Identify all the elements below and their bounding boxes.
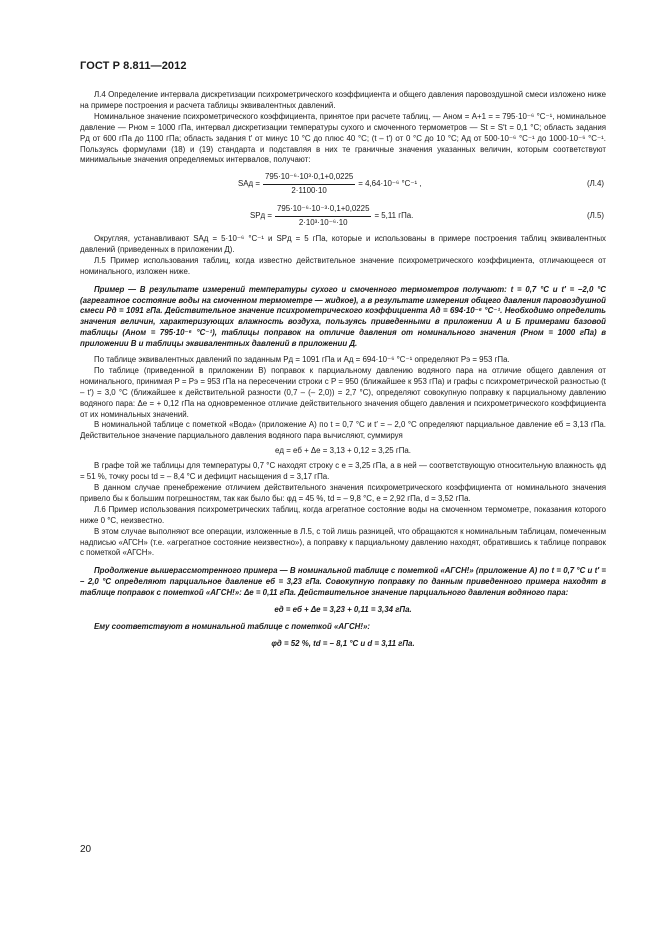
document-code: ГОСТ Р 8.811—2012 bbox=[80, 60, 187, 72]
formula-l5-numerator: 795·10⁻⁶·10⁻³·0,1+0,0225 bbox=[275, 204, 372, 217]
paragraph-equivalent-table: По таблице эквивалентных давлений по заданным Pд = 1091 гПа и Aд = 694·10⁻⁶ °C⁻¹ определяют Pэ = 953 гПа. bbox=[94, 355, 510, 365]
paragraph-neglect: В данном случае пренебрежение отличием действительного значения психрометрического коэффициента от номинального значения привело бы к большим погрешностям, так как было бы: φд = 45 %, td = – 9,8 °C, e = 2,92 гПа, d = 3,52 гПа. bbox=[80, 483, 606, 503]
paragraph-agsn: В этом случае выполняют все операции, изложенные в Л.5, с той лишь разницей, что обращаются к номинальным таблицам, помеченным надписью «АГСН» (т.е. «агрегатное состояние неизвестно»), а поправку к парциальному давлению находят, обратившись к таблице поправок с пометкой «АГСН». bbox=[80, 526, 606, 558]
formula-l5-result: = 5,11 гПа. bbox=[374, 211, 414, 221]
formula-l4-lhs: SAд = bbox=[238, 179, 260, 189]
formula-l5-lhs: SPд = bbox=[250, 211, 272, 221]
formula-l5-number: (Л.5) bbox=[586, 211, 604, 221]
paragraph-nominal-values: Номинальное значение психрометрического коэффициента, принятое при расчете таблиц, — Aном = A+1 = = 795·10⁻⁶ °C⁻¹, номинальное давление — Pном = 1000 гПа, интервал дискретизации температуры сухого и смоченного термометров — St = S′t = 0,1 °C; область задания Pд от 600 гПа до 1100 гПа; область задания t′ от минус 10 °C до плюс 40 °C; (t – t′) от 0 °C до 10 °C; Aд от 500·10⁻⁶ °C⁻¹ до 1000·10⁻⁶ °C⁻¹. Пользуясь формулами (18) и (19) стандарта и подставляя в них те граничные значения указанных величин, которым соответствуют минимальные значения определяемых интервалов, получают: bbox=[80, 111, 606, 165]
formula-l5-denominator: 2·10³·10⁻⁶·10 bbox=[298, 218, 348, 228]
paragraph-rounding: Округляя, устанавливают SAд = 5·10⁻⁶ °C⁻¹ и SPд = 5 гПа, которые и использованы в примере построения таблиц эквивалентных давлений (приведенных в приложении Д). bbox=[80, 233, 606, 254]
equation-ed: eд = eб + Δe = 3,13 + 0,12 = 3,25 гПа. bbox=[275, 446, 411, 456]
formula-l4-denominator: 2·1100·10 bbox=[291, 186, 327, 196]
equation-final-values: φд = 52 %, td = – 8,1 °C и d = 3,11 гПа. bbox=[271, 638, 415, 648]
paragraph-water-table: В номинальной таблице с пометкой «Вода» (приложение А) по t = 0,7 °C и t′ = – 2,0 °C определяют парциальное давление eб = 3,13 гПа. Действительное значение парциального давления водяного пара вычисляют, суммируя bbox=[80, 420, 606, 441]
formula-l4-numerator: 795·10⁻⁶·10³·0,1+0,0225 bbox=[263, 172, 355, 185]
formula-l5-fraction bbox=[275, 204, 372, 229]
formula-l4-number: (Л.4) bbox=[586, 179, 604, 189]
paragraph-humidity: В графе той же таблицы для температуры 0,7 °C находят строку с e = 3,25 гПа, а в ней — соответствующую относительную влажность φд = 51 %, точку росы td = – 8,4 °C и дефицит насыщения d = 3,17 гПа. bbox=[80, 461, 606, 482]
paragraph-correction-table: По таблице (приведенной в приложении В) поправок к парциальному давлению водяного пара на отличие общего давления от номинального, принимая P = Pэ = 953 гПа на пересечении строки с P = 950 (ближайшее к 953 гПа) и графы с психрометрической разностью (t – t′) = 3,0 °C (ближайшее к действительной разности (0,7 – (– 2,0)) = 2,7 °C), определяют совокупную поправку к парциальному давлению водяного пара: Δe = + 0,12 гПа на одновременное отличие действительного значения общего давления и психрометрического коэффициента от их номинальных значений. bbox=[80, 365, 606, 419]
paragraph-l5-intro: Л.5 Пример использования таблиц, когда известно действительное значение психрометрического коэффициента, отличающееся от номинального, изложен ниже. bbox=[80, 255, 606, 276]
formula-l4-fraction bbox=[263, 172, 355, 197]
paragraph-example: Пример — В результате измерений температуры сухого и смоченного термометров получают: t = 0,7 °C и t′ = –2,0 °C (агрегатное состояние воды на смоченном термометре — жидкое), а в результате измерения общего давления паровоздушной смеси Pд = 1091 гПа. Действительное значение психрометрического коэффициента Aд = 694·10⁻⁶ °C⁻¹. Необходимо определить значения величин, характеризующих влажность воздуха, пользуясь приведенными в приложении А и Б примерами базовой таблицы (Aном = 795·10⁻⁶ °C⁻¹), таблицы поправок на отличие давления от номинального значения (Pном = 1000 гПа) в приложении В и таблицы эквивалентных давлений в приложении Д. bbox=[80, 284, 606, 349]
formula-l5 bbox=[80, 204, 606, 229]
formula-l4 bbox=[80, 172, 606, 197]
formula-l4-result: = 4,64·10⁻⁶ °C⁻¹ , bbox=[358, 179, 422, 189]
paragraph-example-continued: Продолжение вышерассмотренного примера — В номинальной таблице с пометкой «АГСН!» (приложение А) по t = 0,7 °C и t′ = – 2,0 °C определяют парциальное давление eб = 3,23 гПа. Совокупную поправку по данным приведенного примера находят в таблице поправок с пометкой «АГСН!»: Δe = 0,11 гПа. Действительное значение парциального давления водяного пара: bbox=[80, 566, 606, 598]
page-body bbox=[80, 90, 606, 650]
paragraph-corresponding: Ему соответствуют в номинальной таблице с пометкой «АГСН!»: bbox=[94, 621, 370, 631]
equation-ed-agsn: eд = eб + Δe = 3,23 + 0,11 = 3,34 гПа. bbox=[274, 605, 412, 615]
paragraph-l6-intro: Л.6 Пример использования психрометрических таблиц, когда агрегатное состояние воды на смоченном термометре, показания которого ниже 0 °C, неизвестно. bbox=[80, 504, 606, 525]
page-number: 20 bbox=[80, 844, 92, 855]
paragraph-l4-intro: Л.4 Определение интервала дискретизации психрометрического коэффициента и общего давления паровоздушной смеси изложено ниже на примере построения и расчета таблицы эквивалентных давлений. bbox=[80, 90, 606, 110]
